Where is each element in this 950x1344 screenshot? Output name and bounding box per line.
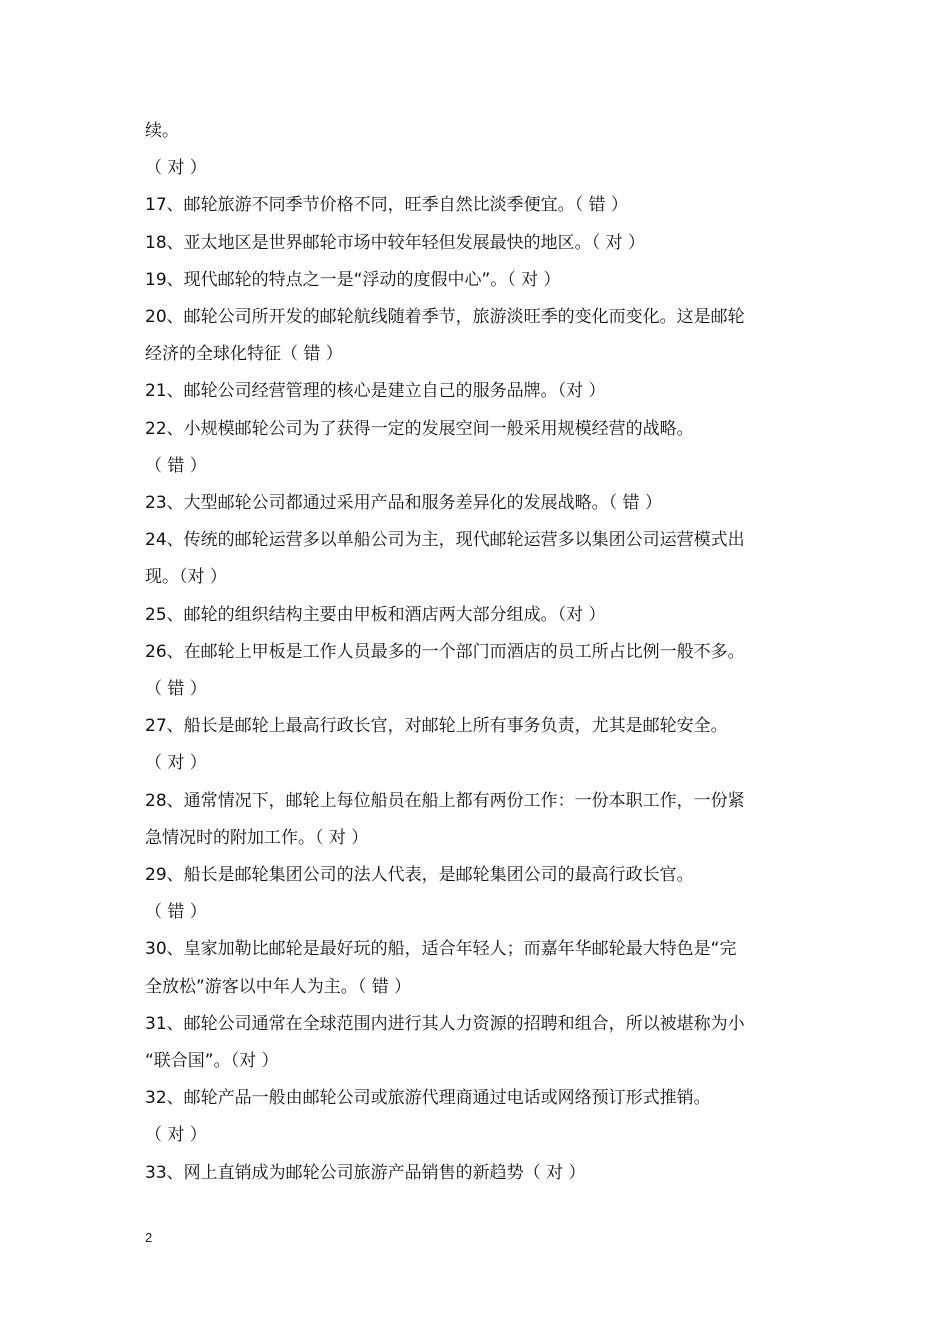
text-line: 现。（对 ） [145,567,227,587]
text-line: 23、大型邮轮公司都通过采用产品和服务差异化的发展战略。（ 错 ） [145,493,662,513]
page-number: 2 [145,1230,153,1245]
text-line: （ 对 ） [145,753,207,773]
text-line: 续。 [145,121,179,141]
text-line: 24、传统的邮轮运营多以单船公司为主，现代邮轮运营多以集团公司运营模式出 [145,530,745,550]
text-line: 30、皇家加勒比邮轮是最好玩的船，适合年轻人；而嘉年华邮轮最大特色是“完 [145,939,737,959]
text-line: 29、船长是邮轮集团公司的法人代表，是邮轮集团公司的最高行政长官。 [145,865,694,885]
text-line: 21、邮轮公司经营管理的核心是建立自己的服务品牌。（对 ） [145,381,606,401]
text-line: （ 对 ） [145,1125,207,1145]
text-line: 17、邮轮旅游不同季节价格不同，旺季自然比淡季便宜。（ 错 ） [145,195,628,215]
text-line: 25、邮轮的组织结构主要由甲板和酒店两大部分组成。（对 ） [145,605,606,625]
text-line: 经济的全球化特征（ 错 ） [145,344,343,364]
text-line: 26、在邮轮上甲板是工作人员最多的一个部门而酒店的员工所占比例一般不多。 [145,642,745,662]
text-line: “联合国”。（对 ） [145,1051,279,1071]
text-line: 18、亚太地区是世界邮轮市场中较年轻但发展最快的地区。（ 对 ） [145,233,645,253]
text-line: 全放松”游客以中年人为主。（ 错 ） [145,977,412,997]
text-line: 27、船长是邮轮上最高行政长官，对邮轮上所有事务负责，尤其是邮轮安全。 [145,716,728,736]
text-line: （ 对 ） [145,158,207,178]
text-line: （ 错 ） [145,456,207,476]
text-line: 急情况时的附加工作。（ 对 ） [145,828,369,848]
text-line: （ 错 ） [145,679,207,699]
text-line: 28、通常情况下，邮轮上每位船员在船上都有两份工作：一份本职工作，一份紧 [145,791,745,811]
text-line: 32、邮轮产品一般由邮轮公司或旅游代理商通过电话或网络预订形式推销。 [145,1088,711,1108]
text-line: （ 错 ） [145,902,207,922]
text-line: 31、邮轮公司通常在全球范围内进行其人力资源的招聘和组合，所以被堪称为小 [145,1014,745,1034]
text-line: 20、邮轮公司所开发的邮轮航线随着季节，旅游淡旺季的变化而变化。这是邮轮 [145,307,745,327]
text-line: 22、小规模邮轮公司为了获得一定的发展空间一般采用规模经营的战略。 [145,419,694,439]
text-line: 33、网上直销成为邮轮公司旅游产品销售的新趋势（ 对 ） [145,1163,586,1183]
text-line: 19、现代邮轮的特点之一是“浮动的度假中心”。（ 对 ） [145,270,561,290]
